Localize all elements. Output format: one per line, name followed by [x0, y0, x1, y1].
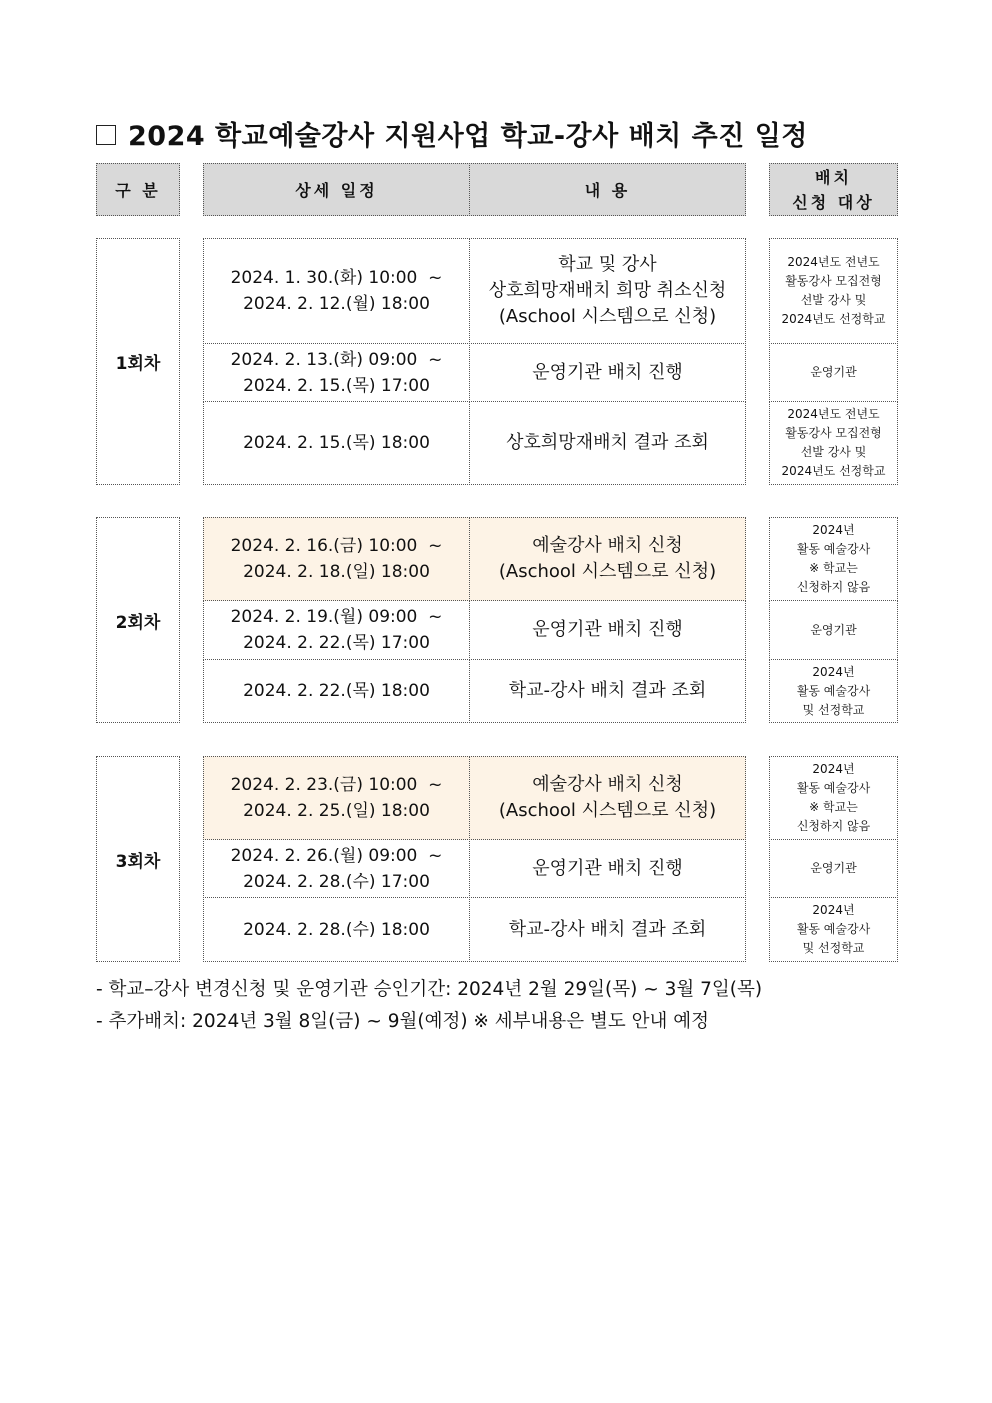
schedule-date-cell: 2024. 2. 13.(화) 09:00 ~ 2024. 2. 15.(목) 17:00 — [203, 343, 470, 402]
schedule-date-cell: 2024. 2. 28.(수) 18:00 — [203, 897, 470, 962]
schedule-date-cell: 2024. 2. 15.(목) 18:00 — [203, 401, 470, 485]
round-label: 1회차 — [96, 238, 180, 485]
target-cell: 2024년 활동 예술강사 및 선정학교 — [769, 659, 898, 723]
content-cell: 예술강사 배치 신청 (Aschool 시스템으로 신청) — [469, 756, 746, 840]
target-cell: 2024년도 전년도 활동강사 모집전형 선발 강사 및 2024년도 선정학교 — [769, 401, 898, 485]
header-target: 배치 신청 대상 — [769, 163, 898, 216]
schedule-date-cell: 2024. 1. 30.(화) 10:00 ~ 2024. 2. 12.(월) 18:00 — [203, 238, 470, 344]
content-cell: 예술강사 배치 신청 (Aschool 시스템으로 신청) — [469, 517, 746, 601]
schedule-date-cell: 2024. 2. 23.(금) 10:00 ~ 2024. 2. 25.(일) 18:00 — [203, 756, 470, 840]
content-cell: 학교 및 강사 상호희망재배치 희망 취소신청 (Aschool 시스템으로 신청) — [469, 238, 746, 344]
content-cell: 운영기관 배치 진행 — [469, 839, 746, 898]
target-cell: 운영기관 — [769, 343, 898, 402]
target-cell: 운영기관 — [769, 839, 898, 898]
note-change-period: - 학교–강사 변경신청 및 운영기관 승인기간: 2024년 2월 29일(목) ~ 3월 7일(목) — [96, 979, 763, 1000]
page-title — [96, 114, 808, 153]
schedule-date-cell: 2024. 2. 26.(월) 09:00 ~ 2024. 2. 28.(수) 17:00 — [203, 839, 470, 898]
round-label: 3회차 — [96, 756, 180, 962]
content-cell: 운영기관 배치 진행 — [469, 343, 746, 402]
content-cell: 상호희망재배치 결과 조회 — [469, 401, 746, 485]
content-cell: 운영기관 배치 진행 — [469, 600, 746, 660]
target-cell: 2024년 활동 예술강사 ※ 학교는 신청하지 않음 — [769, 517, 898, 601]
target-cell: 2024년도 전년도 활동강사 모집전형 선발 강사 및 2024년도 선정학교 — [769, 238, 898, 344]
header-category: 구 분 — [96, 163, 180, 216]
header-schedule: 상세 일정 — [203, 163, 470, 216]
round-label: 2회차 — [96, 517, 180, 723]
content-cell: 학교-강사 배치 결과 조회 — [469, 659, 746, 723]
target-cell: 운영기관 — [769, 600, 898, 660]
schedule-date-cell: 2024. 2. 19.(월) 09:00 ~ 2024. 2. 22.(목) 17:00 — [203, 600, 470, 660]
page-title-text: 2024 학교예술강사 지원사업 학교-강사 배치 추진 일정 — [128, 121, 808, 152]
checkbox-square-icon — [96, 125, 116, 145]
schedule-date-cell: 2024. 2. 22.(목) 18:00 — [203, 659, 470, 723]
header-content: 내 용 — [469, 163, 746, 216]
note-additional-placement: - 추가배치: 2024년 3월 8일(금) ~ 9월(예정) ※ 세부내용은 별도 안내 예정 — [96, 1011, 710, 1032]
target-cell: 2024년 활동 예술강사 ※ 학교는 신청하지 않음 — [769, 756, 898, 840]
schedule-date-cell: 2024. 2. 16.(금) 10:00 ~ 2024. 2. 18.(일) 18:00 — [203, 517, 470, 601]
target-cell: 2024년 활동 예술강사 및 선정학교 — [769, 897, 898, 962]
content-cell: 학교-강사 배치 결과 조회 — [469, 897, 746, 962]
